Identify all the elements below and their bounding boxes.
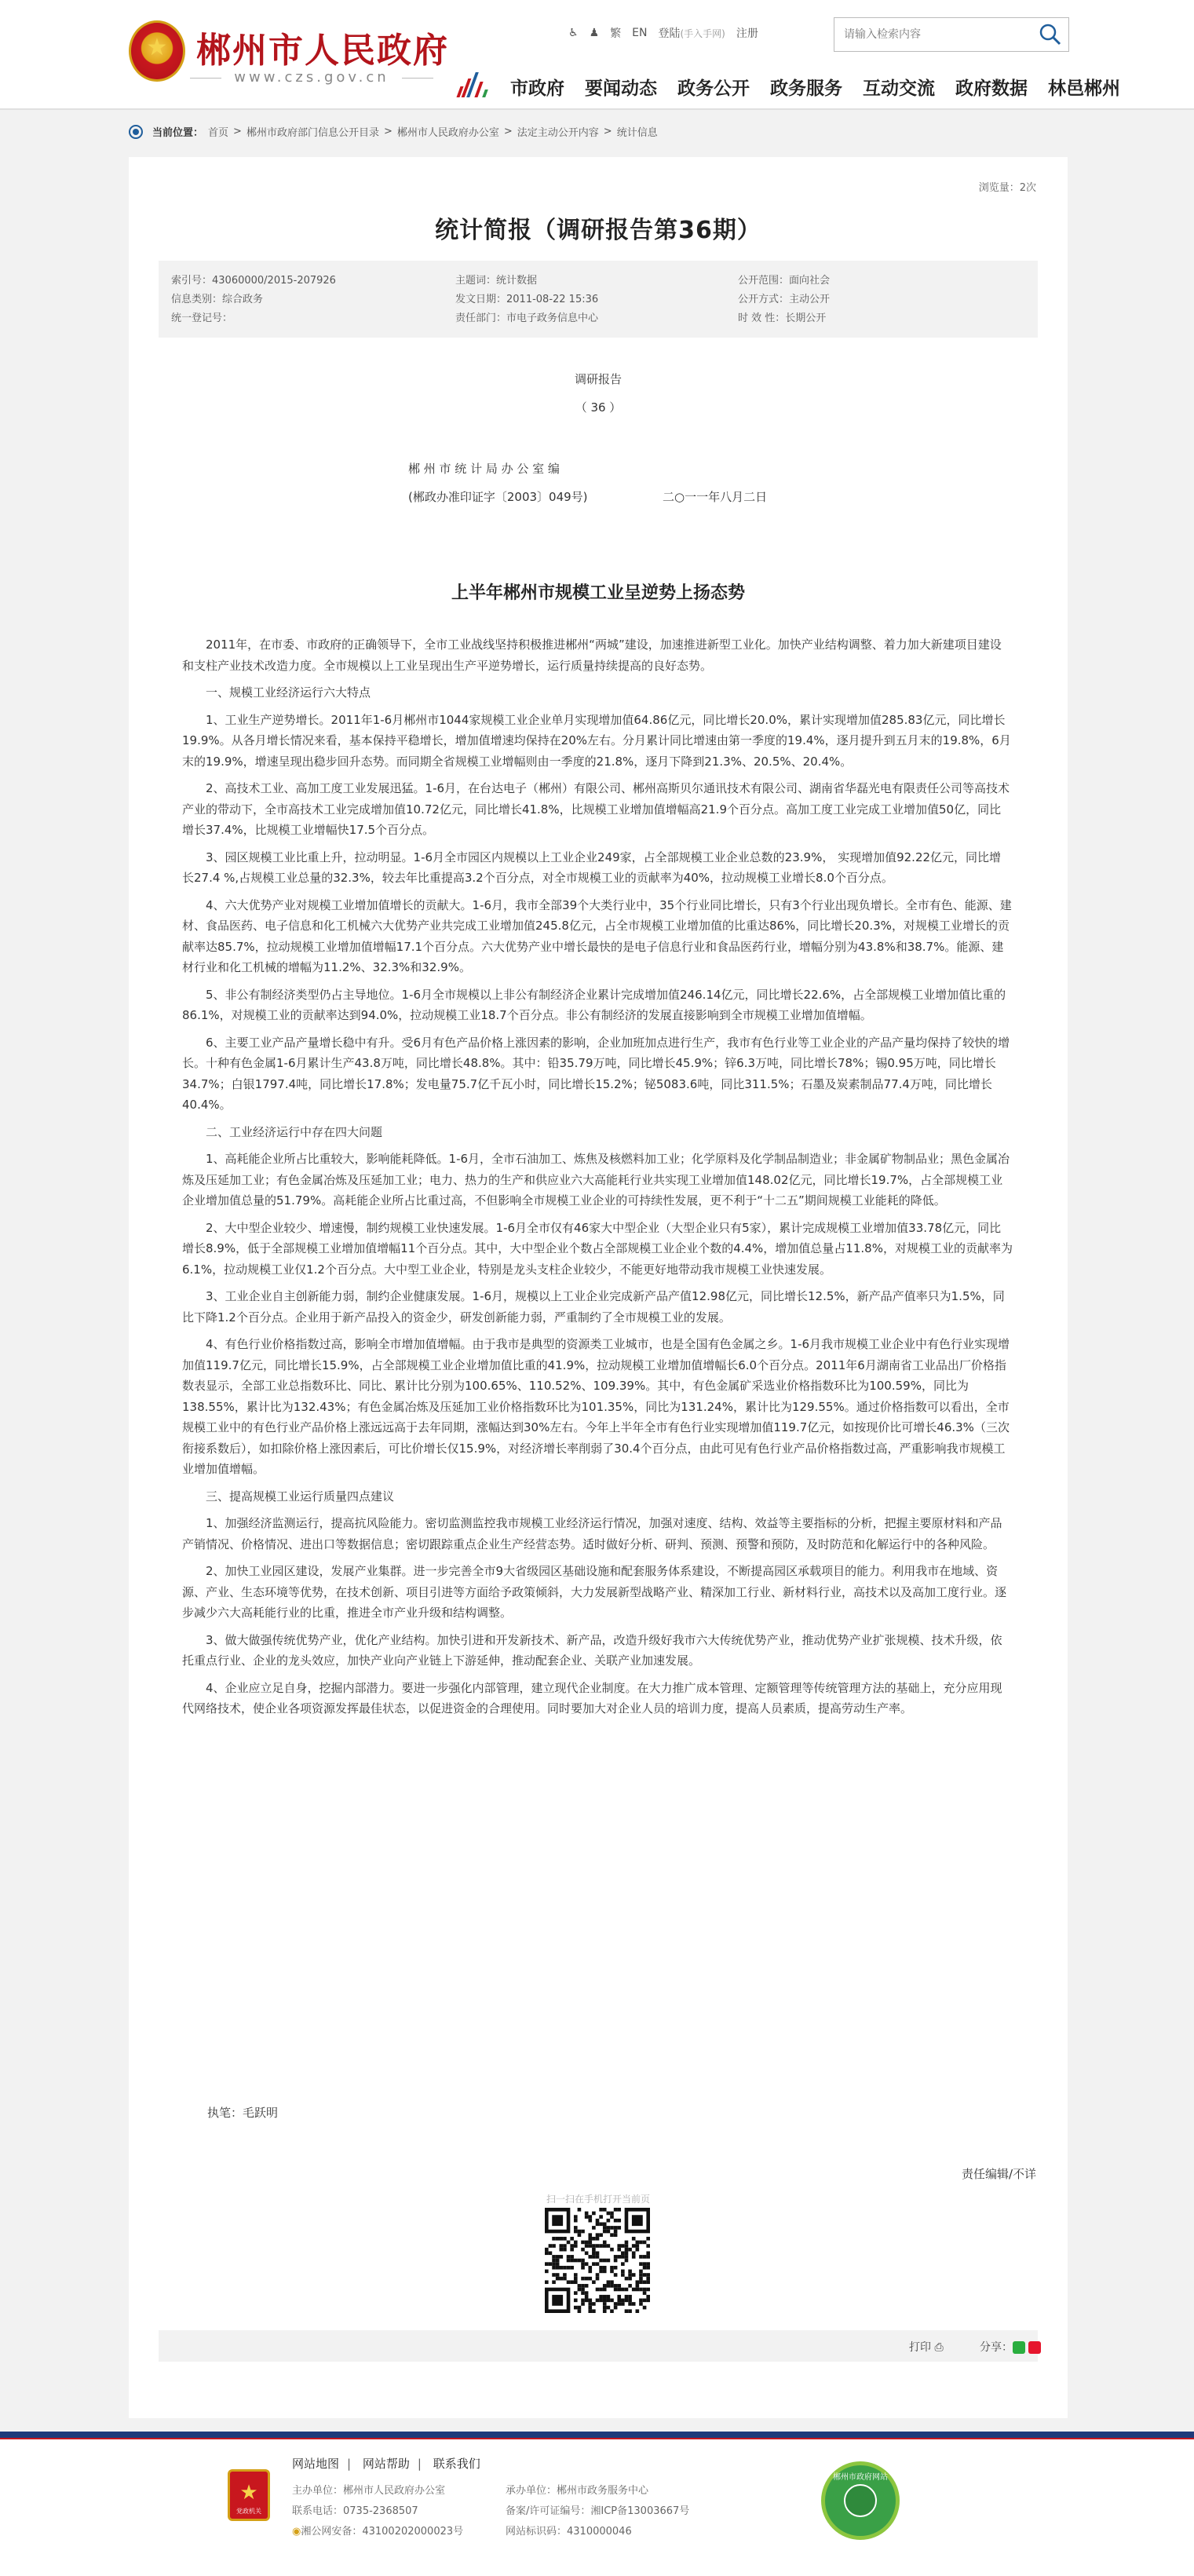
article-paragraph: 4、有色行业价格指数过高，影响全市增加值增幅。由于我市是典型的资源类工业城市，也是全国有色金属之乡。1-6月我市规模工业企业中有色行业实现增加值119.7亿元，同比增长15.9%，占全部规模工业企业增加值比重的41.9%，拉动规模工业增加值增幅长6.0个百分点。2011年6月湖南省工业品出厂价格指数表显示，全部工业总指数环比、同比、累计比分别为100.65%、110.52%、109.39%。其中，有色金属矿采选业价格指数环比为100.59%，同比为138.55%，累计比为132.43%；有色金属冶炼及压延加工业价格指数环比为101.35%，同比为131.24%，累计比为129.55%。通过价格指数可以看出，全市规模工业中的有色行业产品价格上涨远远高于去年同期，涨幅达到30%左右。今年上半年全市有色行业实现增加值119.7亿元，如按现价比可增长46.3%（三次衔接系数后），如扣除价格上涨因素后，可比价增长仅15.9%，对经济增长率削弱了30.4个百分点，由此可见有色行业产品价格指数过高，严重影响我市规模工业增加值增幅。	[182, 1337, 1010, 1476]
article-paragraph: 2、大中型企业较少、增速慢，制约规模工业快速发展。1-6月全市仅有46家大中型企业（大型企业只有5家），累计完成规模工业增加值33.78亿元，同比增长8.9%，低于全部规模工业增加值增幅11个百分点。其中，大中型企业个数占全部规模工业企业个数的4.4%，增加值总量占11.8%，对规模工业的贡献率为6.1%，拉动规模工业仅1.2个百分点。大中型工业企业，特别是龙头支柱企业较少，不能更好地带动我市规模工业快速发展。	[182, 1220, 1013, 1277]
article-paragraph: 三、提高规模工业运行质量四点建议	[206, 1489, 395, 1504]
footer-tel: 联系电话：0735-2368507	[292, 2505, 418, 2517]
footer-link-contact[interactable]: 联系我们	[433, 2457, 480, 2471]
footer-host: 主办单位：郴州市人民政府办公室	[292, 2485, 446, 2497]
badge-text: 党政机关	[236, 2508, 261, 2515]
elderly-mode-icon[interactable]: ♟	[589, 27, 600, 39]
breadcrumb-statistics[interactable]: 统计信息	[616, 127, 658, 139]
login-note: (手入手网)	[680, 28, 725, 39]
article-paragraph: 3、做大做强传统优势产业，优化产业结构。加快引进和开发新技术、新产品，改造升级好我市六大传统优势产业，推动优势产业扩张规模、技术升级，依托重点行业、企业的龙头效应，加快产业向产业链上下游延伸，推动配套企业、关联产业加速发展。	[182, 1632, 1002, 1668]
police-badge-icon: ◉	[292, 2526, 301, 2538]
nav-item-city-government[interactable]: 市政府	[510, 78, 564, 99]
share-bar	[159, 2330, 1038, 2362]
search-box	[834, 17, 1069, 52]
print-permit: (郴政办准印证字〔2003〕049号)	[408, 490, 588, 504]
search-icon[interactable]	[1039, 23, 1062, 46]
nav-item-linyi-chenzhou[interactable]: 林邑郴州	[1048, 78, 1120, 99]
weibo-share-icon[interactable]	[1028, 2341, 1041, 2354]
breadcrumb-office[interactable]: 郴州市人民政府办公室	[396, 127, 499, 139]
qr-label: 扫一扫在手机打开当前页	[546, 2194, 650, 2205]
site-footer	[0, 2432, 1194, 2576]
printer-icon: ⎙	[934, 2341, 944, 2354]
meta-index-no: 索引号：43060000/2015-207926	[171, 275, 336, 287]
author: 执笔：毛跃明	[207, 2106, 279, 2120]
site-url: www.czs.gov.cn	[198, 69, 425, 86]
wechat-share-icon[interactable]	[1013, 2341, 1025, 2354]
site-title: 郴州市人民政府	[196, 31, 449, 71]
breadcrumb-home[interactable]: 首页	[208, 127, 229, 139]
article-paragraph: 二、工业经济运行中存在四大问题	[206, 1124, 383, 1139]
document-meta	[159, 261, 1038, 338]
view-count: 浏览量：2次	[978, 182, 1036, 194]
register-link[interactable]: 注册	[736, 27, 758, 40]
nav-item-services[interactable]: 政务服务	[770, 78, 842, 99]
nav-item-news[interactable]: 要闻动态	[585, 78, 657, 99]
site-seal-icon[interactable]	[821, 2461, 900, 2540]
meta-date: 发文日期：2011-08-22 15:36	[455, 294, 599, 305]
qr-code-icon	[545, 2208, 650, 2313]
article-paragraph: 6、主要工业产品产量增长稳中有升。受6月有色产品价格上涨因素的影响，企业加班加点进行生产，我市有色行业等工业企业的产品产量均保持了较快的增长。十种有色金属1-6月累计生产43.8万吨，同比增长48.8%。其中：铅35.79万吨，同比增长45.9%；锌6.3万吨，同比增长78%；锡0.95万吨，同比增长34.7%；白银1797.4吨，同比增长17.8%；发电量75.7亿千瓦小时，同比增长15.2%；铋5083.6吨，同比311.5%；石墨及炭素制品77.4万吨，同比增长40.4%。	[182, 1035, 1010, 1112]
main-nav	[455, 69, 1141, 104]
article-card	[129, 157, 1068, 2418]
meta-dept: 责任部门：市电子政务信息中心	[455, 312, 599, 324]
bureau-name: 郴 州 市 统 计 局 办 公 室 编	[408, 462, 560, 476]
article-paragraph: 2、加快工业园区建设，发展产业集群。进一步完善全市9大省级园区基础设施和配套服务体系建设，不断提高园区承载项目的能力。利用我市在地域、资源、产业、生态环境等优势，在技术创新、项目引进等方面给予政策倾斜，大力发展新型战略产业、精深加工行业、新材料行业，高技术以及高加工度行业。逐步减少六大高耗能行业的比重，推进全市产业升级和结构调整。	[182, 1564, 1007, 1620]
accessibility-icon[interactable]: ♿	[568, 27, 579, 39]
article-paragraph: 4、六大优势产业对规模工业增加值增长的贡献大。1-6月，我市全部39个大类行业中，35个行业同比增长，只有3个行业出现负增长。全市有色、能源、建材、食品医药、电子信息和化工机械六大优势产业共完成工业增加值245.8亿元，占全市规模工业增加值的比重达86%，同比增长20.3%，对规模工业增长的贡献率达85.7%，拉动规模工业增加值增幅17.1个百分点。六大优势产业中增长最快的是电子信息行业和食品医药行业，增幅分别为43.8%和38.7%。能源、建材行业和化工机械的增幅为11.2%、32.3%和32.9%。	[182, 897, 1012, 974]
footer-police[interactable]: ◉湘公网安备：43100202000023号	[292, 2526, 464, 2538]
meta-validity: 时 效 性：长期公开	[738, 312, 827, 324]
article-paragraph: 1、加强经济监测运行，提高抗风险能力。密切监测监控我市规模工业经济运行情况，加强对速度、结构、效益等主要指标的分析，把握主要原材料和产品产销情况、价格情况、进出口等数据信息；密切跟踪重点企业生产经营态势。适时做好分析、研判、预测、预警和预防，及时防范和化解运行中的各种风险。	[182, 1516, 1002, 1551]
meta-category: 信息类别：综合政务	[171, 294, 264, 305]
meta-reg-no: 统一登记号：	[171, 312, 233, 324]
breadcrumb: 当前位置： 首页 > 郴州市政府部门信息公开目录 > 郴州市人民政府办公室 > 法定主动公开内容 > 统计信息	[129, 124, 658, 139]
login-link[interactable]: 登陆(手入手网)	[658, 27, 725, 40]
seal-text: 郴州市政府网站	[833, 2473, 888, 2482]
nav-item-government-data[interactable]: 政府数据	[955, 78, 1028, 99]
share-label: 分享：	[980, 2341, 1013, 2354]
party-government-badge-icon[interactable]: ★ 党政机关	[228, 2469, 270, 2521]
article-paragraph: 2011年，在市委、市政府的正确领导下，全市工业战线坚持积极推进郴州“两城”建设，加速推进新型工业化。加快产业结构调整、着力加大新建项目建设和支柱产业技术改造力度。全市规模以上工业呈现出生产平逆势增长，运行质量持续提高的良好态势。	[182, 638, 1002, 673]
report-title: 调研报告	[574, 372, 622, 386]
meta-subject: 主题词：统计数据	[455, 275, 538, 287]
article-paragraph: 2、高技术工业、高加工度工业发展迅猛。1-6月，在台达电子（郴州）有限公司、郴州高斯贝尔通讯技术有限公司、湖南省华磊光电有限责任公司等高技术产业的带动下，全市高技术工业完成增加值10.72亿元，同比增长41.8%，比规模工业增加值增幅高21.9个百分点。高加工度工业完成工业增加值50亿，同比增长37.4%，比规模工业增幅快17.5个百分点。	[182, 781, 1010, 837]
page-title: 统计简报（调研报告第36期）	[435, 217, 761, 244]
meta-method: 公开方式：主动公开	[738, 294, 831, 305]
breadcrumb-public-content[interactable]: 法定主动公开内容	[517, 127, 599, 139]
national-emblem-icon	[129, 20, 185, 82]
nav-decoration-icon	[455, 72, 490, 100]
footer-icp[interactable]: 备案/许可证编号：湘ICP备13003667号	[506, 2505, 690, 2517]
footer-link-help[interactable]: 网站帮助	[362, 2457, 410, 2471]
footer-link-sitemap[interactable]: 网站地图	[292, 2457, 340, 2471]
location-icon	[129, 125, 143, 139]
nav-item-government-affairs[interactable]: 政务公开	[677, 78, 750, 99]
breadcrumb-directory[interactable]: 郴州市政府部门信息公开目录	[246, 127, 379, 139]
article-paragraph: 1、工业生产逆势增长。2011年1-6月郴州市1044家规模工业企业单月实现增加值64.86亿元，同比增长20.0%，累计实现增加值285.83亿元，同比增长19.9%。从各月增长情况来看，基本保持平稳增长，增加值增速均保持在20%左右。分月累计同比增速由第一季度的19.4%，逐月提升到五月末的19.8%，6月末的19.9%，增速呈现出稳步回升态势。而同期全省规模工业增幅则由一季度的21.8%，逐月下降到21.3%、20.5%、20.4%。	[182, 712, 1011, 769]
article-paragraph: 3、工业企业自主创新能力弱，制约企业健康发展。1-6月，规模以上工业企业完成新产品产值12.98亿元，同比增长12.5%，新产品产值率只为1.5%，同比下降1.2个百分点。企业用于新产品投入的资金少，研发创新能力弱，严重制约了全市规模工业的发展。	[182, 1289, 1005, 1325]
article-paragraph: 5、非公有制经济类型仍占主导地位。1-6月全市规模以上非公有制经济企业累计完成增加值246.14亿元，同比增长22.6%，占全部规模工业增加值比重的86.1%，对规模工业的贡献率达到94.0%，拉动规模工业18.7个百分点。非公有制经济的发展直接影响到全市规模工业增加值增幅。	[182, 987, 1006, 1022]
footer-site-code: 网站标识码：4310000046	[506, 2526, 632, 2538]
footer-undertake: 承办单位：郴州市政务服务中心	[506, 2485, 649, 2497]
footer-links: 网站地图 | 网站帮助 | 联系我们	[292, 2457, 480, 2471]
issue-date: 二○一一年八月二日	[663, 490, 768, 504]
article-paragraph: 一、规模工业经济运行六大特点	[206, 685, 371, 700]
english-link[interactable]: EN	[632, 27, 648, 39]
article-headline: 上半年郴州市规模工业呈逆势上扬态势	[451, 583, 745, 603]
search-input[interactable]	[834, 18, 1023, 51]
article-paragraph: 3、园区规模工业比重上升，拉动明显。1-6月全市园区内规模以上工业企业249家，占全部规模工业企业总数的23.9%， 实现增加值92.22亿元，同比增长27.4 %,占规模工业总量的32.3%，较去年比重提高3.2个百分点，对全市规模工业的贡献率为40%，拉动规模工业增长8.0个百分点。	[182, 850, 1002, 885]
responsible-editor: 责任编辑/不详	[961, 2167, 1036, 2181]
site-header	[0, 0, 1194, 110]
breadcrumb-bar	[0, 110, 1194, 157]
report-number: （ 36 ）	[575, 400, 622, 415]
article-paragraph: 4、企业应立足自身，挖掘内部潜力。要进一步强化内部管理，建立现代企业制度。在大力推广成本管理、定额管理等传统管理方法的基础上，充分应用现代网络技术，使企业各项资源发挥最佳状态，以促进资金的合理使用。同时要加大对企业人员的培训力度，提高人员素质，提高劳动生产率。	[182, 1680, 1002, 1716]
breadcrumb-label: 当前位置：	[152, 127, 204, 139]
article-paragraph: 1、高耗能企业所占比重较大，影响能耗降低。1-6月，全市石油加工、炼焦及核燃料加工业；化学原料及化学制品制造业；非金属矿物制品业；黑色金属冶炼及压延加工业；有色金属冶炼及压延加工业；电力、热力的生产和供应业六大高能耗行业共实现工业增加值148.02亿元，同比增长19.7%，占全部规模工业企业增加值总量的51.79%。高耗能企业所占比重过高，不但影响全市规模工业企业的可持续性发展，更不利于“十二五”期间规模工业能耗的降低。	[182, 1152, 1010, 1208]
top-links	[568, 24, 769, 42]
meta-scope: 公开范围：面向社会	[738, 275, 831, 287]
site-logo[interactable]	[129, 17, 449, 96]
article-body	[182, 634, 1013, 1726]
traditional-chinese-link[interactable]: 繁	[610, 27, 622, 40]
print-button[interactable]: 打印 ⎙	[909, 2341, 944, 2354]
share-group	[980, 2339, 1041, 2355]
nav-item-interaction[interactable]: 互动交流	[863, 78, 935, 99]
